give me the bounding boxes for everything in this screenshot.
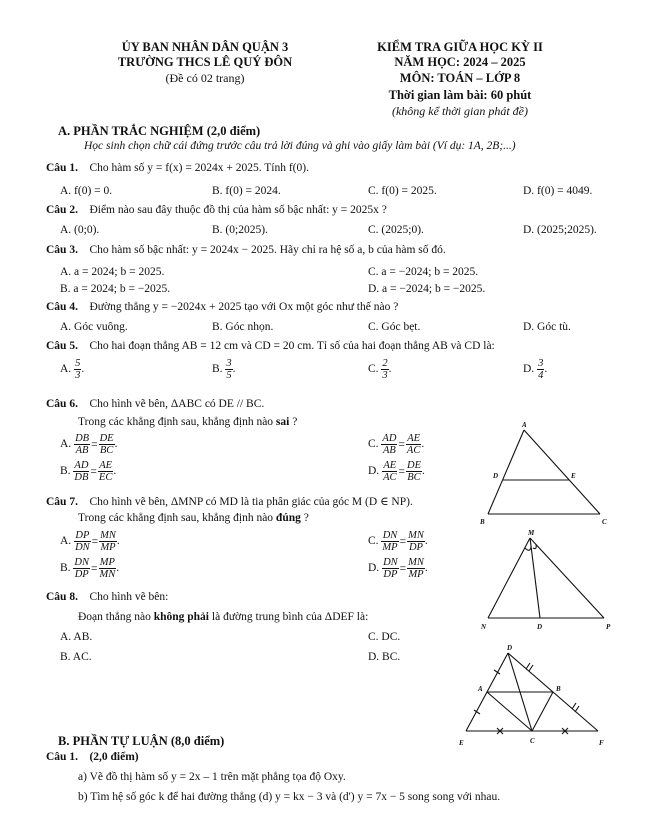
exam-title: KIỂM TRA GIỮA HỌC KỲ II xyxy=(377,40,543,54)
question-7 xyxy=(46,494,413,508)
essay-question-1: Câu 1. (2,0 điểm) xyxy=(46,751,139,763)
fraction: $\frac{2}{3}$ xyxy=(382,358,388,381)
question-text: Cho hình vẽ bên: xyxy=(89,591,169,603)
question-label: Câu 8. xyxy=(46,591,78,603)
q3-option-d: D. a = −2024; b = −2025. xyxy=(368,283,486,295)
q6-option-b: B. $\frac{AD}{DB}$ = $\frac{AE}{EC}$ . xyxy=(60,460,117,483)
label-e: E xyxy=(459,739,464,747)
q7-option-a: A. $\frac{DP}{DN}$ = $\frac{MN}{MP}$ . xyxy=(60,530,120,553)
q4-option-d: D. Góc tù. xyxy=(523,321,571,333)
question-2 xyxy=(46,204,387,216)
triangle-abc-figure xyxy=(478,420,618,532)
label-f: F xyxy=(599,739,604,747)
question-text: Điểm nào sau đây thuộc đồ thị của hàm số bậc nhất: y = 2025x ? xyxy=(89,204,387,216)
q6-option-c: C. $\frac{AD}{AB}$ = $\frac{AE}{AC}$ . xyxy=(368,433,425,456)
label-c: C xyxy=(530,737,535,745)
question-label: Câu 7. xyxy=(46,496,78,508)
q8-option-c: C. DC. xyxy=(368,631,401,643)
q7-subtext: Trong các khẳng định sau, khẳng định nào đúng ? xyxy=(78,512,309,524)
subject: MÔN: TOÁN – LỚP 8 xyxy=(399,71,521,85)
q8-option-a: A. AB. xyxy=(60,631,93,643)
q7-option-c: C. $\frac{DN}{MP}$ = $\frac{MN}{DP}$ . xyxy=(368,530,428,553)
q2-option-c: C. (2025;0). xyxy=(368,224,424,236)
school-year: NĂM HỌC: 2024 – 2025 xyxy=(394,55,526,69)
question-8 xyxy=(46,591,168,603)
question-text: Cho hàm số bậc nhất: y = 2024x − 2025. Hãy chỉ ra hệ số a, b của hàm số đó. xyxy=(89,244,446,256)
q5-option-b: B. $\frac{3}{5}$ . xyxy=(212,358,236,381)
question-1 xyxy=(46,162,309,174)
q8-subtext: Đoạn thẳng nào không phải là đường trung bình của ΔDEF là: xyxy=(78,611,369,623)
q3-option-c: C. a = −2024; b = 2025. xyxy=(368,266,479,278)
q4-option-a: A. Góc vuông. xyxy=(60,321,128,333)
question-text: Cho hai đoạn thẳng AB = 12 cm và CD = 20 cm. Tỉ số của hai đoạn thẳng AB và CD là: xyxy=(89,340,495,352)
page-count-note: (Đề có 02 trang) xyxy=(165,71,245,85)
school-name: TRƯỜNG THCS LÊ QUÝ ĐÔN xyxy=(117,55,293,69)
question-label: Câu 2. xyxy=(46,204,78,216)
label-c: C xyxy=(602,518,607,526)
question-text: Cho hình vẽ bên, ΔABC có DE // BC. xyxy=(89,398,265,410)
q5-option-a: A. $\frac{5}{3}$ . xyxy=(60,358,85,381)
triangle-def-figure xyxy=(458,643,618,755)
question-label: Câu 3. xyxy=(46,244,78,256)
label-d: D xyxy=(507,644,513,652)
q5-option-c: C. $\frac{2}{3}$ . xyxy=(368,358,392,381)
section-a-title: A. PHẦN TRẮC NGHIỆM (2,0 điểm) xyxy=(58,124,261,138)
q8-option-b: B. AC. xyxy=(60,651,92,663)
q4-option-b: B. Góc nhọn. xyxy=(212,321,274,333)
label-d: D xyxy=(493,472,499,480)
fraction: $\frac{3}{4}$ xyxy=(538,358,544,381)
duration-note: (không kể thời gian phát đề) xyxy=(391,104,529,118)
q2-option-d: D. (2025;2025). xyxy=(523,224,597,236)
q5-option-d: D. $\frac{3}{4}$ . xyxy=(523,358,548,381)
essay-part-a: a) Vẽ đồ thị hàm số y = 2x – 1 trên mặt phẳng tọa độ Oxy. xyxy=(78,771,346,783)
label-p: P xyxy=(606,623,611,631)
label-m: M xyxy=(528,529,535,537)
question-3 xyxy=(46,244,446,256)
question-label: Câu 5. xyxy=(46,340,78,352)
question-label: Câu 4. xyxy=(46,301,78,313)
q6-subtext: Trong các khẳng định sau, khẳng định nào sai ? xyxy=(78,416,298,428)
q2-option-a: A. (0;0). xyxy=(60,224,100,236)
label-n: N xyxy=(481,623,487,631)
q8-option-d: D. BC. xyxy=(368,651,401,663)
question-text: Cho hàm số y = f(x) = 2024x + 2025. Tính f(0). xyxy=(89,162,309,174)
label-a: A xyxy=(522,421,527,429)
question-text: Đường thẳng y = −2024x + 2025 tạo với Ox một góc như thế nào ? xyxy=(89,301,399,313)
school-district: ỦY BAN NHÂN DÂN QUẬN 3 xyxy=(121,40,289,54)
fraction: $\frac{3}{5}$ xyxy=(226,358,232,381)
exam-duration: Thời gian làm bài: 60 phút xyxy=(388,88,532,102)
label-a: A xyxy=(478,685,483,693)
q4-option-c: C. Góc bẹt. xyxy=(368,321,421,333)
question-text: Cho hình vẽ bên, ΔMNP có MD là tia phân giác của góc M (D ∈ NP). xyxy=(89,496,413,508)
section-b-title: B. PHẦN TỰ LUẬN (8,0 điểm) xyxy=(58,734,225,748)
question-label: Câu 1. xyxy=(46,162,78,174)
essay-part-b: b) Tìm hệ số góc k để hai đường thẳng (d) y = kx − 3 và (d') y = 7x − 5 song song với nhau. xyxy=(78,791,501,803)
question-5 xyxy=(46,340,495,352)
label-b: B xyxy=(480,518,485,526)
q7-option-b: B. $\frac{DN}{DP}$ = $\frac{MP}{MN}$ . xyxy=(60,557,120,580)
label-b: B xyxy=(556,685,561,693)
label-e: E xyxy=(571,472,576,480)
section-a-instruction: Học sinh chọn chữ cái đứng trước câu trả lời đúng và ghi vào giấy làm bài (Ví dụ: 1A, 2B;...) xyxy=(84,140,516,152)
q3-option-a: A. a = 2024; b = 2025. xyxy=(60,266,165,278)
triangle-mnp-figure xyxy=(478,528,618,638)
q6-option-d: D. $\frac{AE}{AC}$ = $\frac{DE}{BC}$ . xyxy=(368,460,425,483)
q1-option-b: B. f(0) = 2024. xyxy=(212,185,281,197)
label-d: D xyxy=(537,623,543,631)
q1-option-c: C. f(0) = 2025. xyxy=(368,185,437,197)
question-label: Câu 6. xyxy=(46,398,78,410)
q7-option-d: D. $\frac{DN}{DP}$ = $\frac{MN}{MP}$ . xyxy=(368,557,428,580)
fraction: $\frac{5}{3}$ xyxy=(75,358,81,381)
question-6 xyxy=(46,398,264,410)
q6-option-a: A. $\frac{DB}{AB}$ = $\frac{DE}{BC}$ . xyxy=(60,433,118,456)
q1-option-d: D. f(0) = 4049. xyxy=(523,185,593,197)
question-4 xyxy=(46,301,398,313)
q3-option-b: B. a = 2024; b = −2025. xyxy=(60,283,171,295)
q1-option-a: A. f(0) = 0. xyxy=(60,185,113,197)
q2-option-b: B. (0;2025). xyxy=(212,224,268,236)
